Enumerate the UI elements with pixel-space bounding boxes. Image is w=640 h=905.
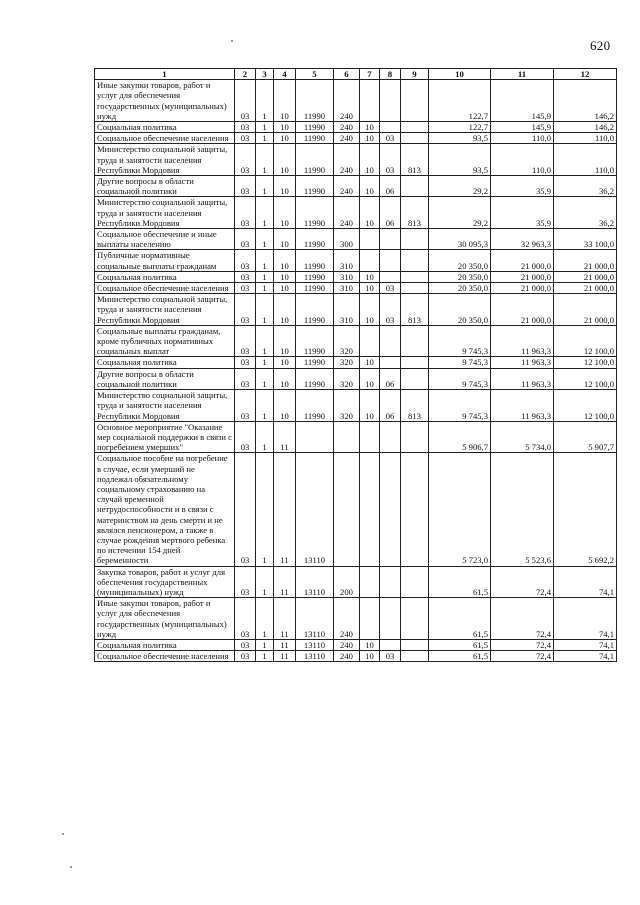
cell-code-col2: 03 [235,197,256,229]
cell-code-col3: 1 [256,421,274,453]
cell-ministry-code [401,250,429,271]
cell-expense-type: 240 [334,133,360,144]
cell-amount-col12: 33 100,0 [554,229,617,250]
column-header-8: 8 [380,69,401,80]
cell-row-name: Иные закупки товаров, работ и услуг для обеспечения государственных (муниципальных) нужд [95,80,235,122]
cell-code-col4: 11 [274,421,296,453]
cell-code-col4: 10 [274,250,296,271]
cell-code-col4: 10 [274,144,296,176]
cell-subsection [380,229,401,250]
cell-code-col3: 1 [256,250,274,271]
cell-target-article: 11990 [296,122,334,133]
table-row [95,421,617,453]
cell-target-article: 11990 [296,80,334,122]
cell-amount-col12: 74,1 [554,566,617,598]
cell-row-name: Социальное обеспечение населения [95,283,235,294]
cell-amount-col12: 74,1 [554,598,617,640]
cell-amount-col12: 110,0 [554,133,617,144]
cell-ministry-code [401,639,429,650]
cell-section [360,250,380,271]
cell-amount-col10: 20 350,0 [429,250,491,271]
cell-amount-col11: 21 000,0 [491,283,554,294]
cell-expense-type [334,453,360,566]
cell-subsection [380,453,401,566]
cell-target-article [296,421,334,453]
cell-amount-col12: 5 692,2 [554,453,617,566]
table-row [95,651,617,662]
cell-subsection [380,357,401,368]
cell-target-article: 11990 [296,283,334,294]
cell-ministry-code [401,176,429,197]
cell-amount-col12: 12 100,0 [554,390,617,422]
cell-amount-col10: 5 906,7 [429,421,491,453]
cell-expense-type: 240 [334,651,360,662]
table-row [95,176,617,197]
column-header-11: 11 [491,69,554,80]
cell-target-article: 11990 [296,325,334,357]
table-row [95,144,617,176]
cell-code-col4: 11 [274,566,296,598]
cell-amount-col11: 5 734,0 [491,421,554,453]
cell-amount-col12: 74,1 [554,651,617,662]
cell-section [360,453,380,566]
cell-row-name: Социальное обеспечение населения [95,133,235,144]
cell-code-col3: 1 [256,271,274,282]
cell-section [360,80,380,122]
cell-code-col4: 10 [274,80,296,122]
cell-amount-col10: 122,7 [429,122,491,133]
cell-subsection [380,80,401,122]
cell-expense-type: 200 [334,566,360,598]
cell-ministry-code [401,421,429,453]
cell-code-col3: 1 [256,325,274,357]
cell-section: 10 [360,271,380,282]
cell-target-article: 13110 [296,639,334,650]
cell-code-col2: 03 [235,271,256,282]
table-row [95,250,617,271]
cell-code-col3: 1 [256,598,274,640]
cell-amount-col10: 61,5 [429,639,491,650]
cell-ministry-code [401,453,429,566]
cell-target-article: 13110 [296,566,334,598]
cell-amount-col11: 145,9 [491,80,554,122]
cell-section [360,566,380,598]
cell-code-col3: 1 [256,357,274,368]
cell-amount-col10: 29,2 [429,176,491,197]
cell-code-col2: 03 [235,122,256,133]
cell-amount-col10: 30 095,3 [429,229,491,250]
budget-table [94,68,617,662]
cell-amount-col11: 72,4 [491,566,554,598]
cell-expense-type: 240 [334,176,360,197]
cell-ministry-code [401,357,429,368]
cell-expense-type: 310 [334,271,360,282]
cell-ministry-code [401,122,429,133]
cell-amount-col11: 21 000,0 [491,250,554,271]
table-row [95,598,617,640]
column-header-12: 12 [554,69,617,80]
cell-amount-col10: 61,5 [429,598,491,640]
cell-amount-col10: 5 723,0 [429,453,491,566]
cell-amount-col11: 32 963,3 [491,229,554,250]
column-header-2: 2 [235,69,256,80]
cell-ministry-code [401,651,429,662]
cell-amount-col12: 12 100,0 [554,325,617,357]
cell-row-name: Иные закупки товаров, работ и услуг для обеспечения государственных (муниципальных) нужд [95,598,235,640]
cell-code-col4: 10 [274,197,296,229]
cell-amount-col12: 21 000,0 [554,294,617,326]
cell-amount-col12: 146,2 [554,80,617,122]
cell-code-col3: 1 [256,639,274,650]
cell-amount-col10: 61,5 [429,566,491,598]
cell-expense-type: 320 [334,357,360,368]
cell-code-col2: 03 [235,283,256,294]
cell-row-name: Министерство социальной защиты, труда и занятости населения Республики Мордовия [95,294,235,326]
cell-subsection: 06 [380,368,401,389]
table-row [95,325,617,357]
table-body [95,80,617,662]
cell-amount-col10: 93,5 [429,144,491,176]
cell-amount-col10: 9 745,3 [429,390,491,422]
cell-row-name: Министерство социальной защиты, труда и занятости населения Республики Мордовия [95,390,235,422]
cell-amount-col10: 20 350,0 [429,294,491,326]
page-number: 620 [590,38,611,53]
cell-section: 10 [360,144,380,176]
cell-code-col2: 03 [235,651,256,662]
cell-row-name: Социальная политика [95,357,235,368]
cell-amount-col12: 21 000,0 [554,283,617,294]
table-row [95,133,617,144]
cell-expense-type: 310 [334,294,360,326]
cell-target-article: 11990 [296,390,334,422]
cell-code-col3: 1 [256,283,274,294]
cell-ministry-code [401,368,429,389]
cell-section: 10 [360,294,380,326]
cell-code-col3: 1 [256,390,274,422]
cell-code-col2: 03 [235,368,256,389]
cell-subsection: 06 [380,390,401,422]
cell-code-col3: 1 [256,133,274,144]
cell-amount-col11: 72,4 [491,639,554,650]
table-row [95,368,617,389]
cell-code-col4: 11 [274,651,296,662]
cell-row-name: Социальное пособие на погребение в случае, если умерший не подлежал обязательному социальному страхованию на случай временной нетрудоспособности и в связи с материнством на день смерти и не являлся пенсионером, а также в случае рождения мертвого ребенка по истечении 154 дней беременности [95,453,235,566]
cell-row-name: Основное мероприятие "Оказание мер социальной поддержки в связи с погребением умерших" [95,421,235,453]
cell-code-col2: 03 [235,598,256,640]
cell-ministry-code [401,133,429,144]
cell-subsection: 06 [380,197,401,229]
column-header-7: 7 [360,69,380,80]
cell-code-col3: 1 [256,453,274,566]
cell-amount-col12: 74,1 [554,639,617,650]
cell-subsection [380,325,401,357]
cell-section: 10 [360,176,380,197]
cell-amount-col11: 110,0 [491,133,554,144]
cell-subsection: 03 [380,283,401,294]
table-row [95,453,617,566]
cell-code-col2: 03 [235,357,256,368]
cell-code-col2: 03 [235,639,256,650]
cell-code-col4: 10 [274,294,296,326]
cell-expense-type: 300 [334,229,360,250]
scan-speck [62,833,64,835]
table-row [95,390,617,422]
table-row [95,283,617,294]
cell-target-article: 11990 [296,250,334,271]
cell-code-col3: 1 [256,651,274,662]
scan-speck [70,866,72,868]
cell-expense-type: 320 [334,325,360,357]
column-header-10: 10 [429,69,491,80]
cell-code-col3: 1 [256,176,274,197]
cell-amount-col10: 9 745,3 [429,368,491,389]
cell-amount-col12: 21 000,0 [554,271,617,282]
cell-subsection: 03 [380,144,401,176]
cell-amount-col11: 21 000,0 [491,271,554,282]
header-row [95,69,617,80]
cell-target-article: 11990 [296,294,334,326]
cell-amount-col12: 36,2 [554,176,617,197]
cell-code-col3: 1 [256,294,274,326]
cell-target-article: 11990 [296,144,334,176]
cell-code-col3: 1 [256,144,274,176]
cell-expense-type: 240 [334,197,360,229]
cell-code-col2: 03 [235,80,256,122]
cell-code-col3: 1 [256,368,274,389]
column-header-6: 6 [334,69,360,80]
cell-target-article: 13110 [296,598,334,640]
cell-amount-col10: 29,2 [429,197,491,229]
cell-section: 10 [360,368,380,389]
cell-code-col4: 10 [274,283,296,294]
cell-amount-col12: 12 100,0 [554,357,617,368]
cell-code-col3: 1 [256,197,274,229]
cell-target-article: 11990 [296,197,334,229]
cell-amount-col10: 122,7 [429,80,491,122]
cell-amount-col11: 72,4 [491,651,554,662]
cell-amount-col11: 72,4 [491,598,554,640]
column-header-1: 1 [95,69,235,80]
cell-expense-type: 310 [334,283,360,294]
table-row [95,294,617,326]
cell-expense-type: 240 [334,598,360,640]
scan-speck [231,40,233,42]
cell-ministry-code [401,325,429,357]
cell-code-col3: 1 [256,122,274,133]
cell-target-article: 11990 [296,176,334,197]
column-header-3: 3 [256,69,274,80]
cell-section: 10 [360,639,380,650]
cell-ministry-code [401,598,429,640]
cell-code-col2: 03 [235,566,256,598]
cell-subsection [380,566,401,598]
cell-code-col4: 11 [274,453,296,566]
table-row [95,271,617,282]
cell-row-name: Социальное обеспечение и иные выплаты населению [95,229,235,250]
cell-target-article: 11990 [296,368,334,389]
cell-target-article: 11990 [296,357,334,368]
cell-amount-col11: 5 523,6 [491,453,554,566]
table-row [95,197,617,229]
cell-code-col4: 10 [274,390,296,422]
cell-code-col2: 03 [235,421,256,453]
cell-expense-type: 240 [334,80,360,122]
cell-section: 10 [360,197,380,229]
cell-code-col2: 03 [235,229,256,250]
cell-target-article: 13110 [296,651,334,662]
column-header-4: 4 [274,69,296,80]
table-row [95,80,617,122]
cell-expense-type: 240 [334,122,360,133]
cell-row-name: Публичные нормативные социальные выплаты гражданам [95,250,235,271]
cell-section: 10 [360,283,380,294]
cell-amount-col12: 12 100,0 [554,368,617,389]
cell-row-name: Закупка товаров, работ и услуг для обеспечения государственных (муниципальных) нужд [95,566,235,598]
cell-subsection: 03 [380,133,401,144]
cell-subsection [380,271,401,282]
cell-code-col2: 03 [235,176,256,197]
cell-row-name: Министерство социальной защиты, труда и занятости населения Республики Мордовия [95,144,235,176]
cell-section: 10 [360,133,380,144]
cell-amount-col11: 110,0 [491,144,554,176]
cell-ministry-code [401,229,429,250]
cell-code-col2: 03 [235,390,256,422]
cell-amount-col12: 21 000,0 [554,250,617,271]
cell-code-col2: 03 [235,250,256,271]
cell-code-col2: 03 [235,144,256,176]
cell-amount-col10: 20 350,0 [429,283,491,294]
cell-code-col4: 10 [274,271,296,282]
cell-code-col3: 1 [256,566,274,598]
table-row [95,229,617,250]
table-row [95,639,617,650]
cell-amount-col11: 11 963,3 [491,325,554,357]
table-row [95,566,617,598]
table-row [95,357,617,368]
cell-subsection [380,250,401,271]
cell-expense-type: 320 [334,368,360,389]
cell-row-name: Социальная политика [95,271,235,282]
cell-target-article: 11990 [296,133,334,144]
cell-amount-col11: 35,9 [491,197,554,229]
cell-ministry-code [401,283,429,294]
cell-amount-col11: 21 000,0 [491,294,554,326]
cell-code-col4: 10 [274,368,296,389]
table-row [95,122,617,133]
cell-section [360,421,380,453]
cell-code-col4: 11 [274,639,296,650]
cell-row-name: Другие вопросы в области социальной политики [95,176,235,197]
cell-subsection [380,122,401,133]
cell-row-name: Социальная политика [95,639,235,650]
cell-ministry-code [401,80,429,122]
cell-section: 10 [360,122,380,133]
cell-row-name: Министерство социальной защиты, труда и занятости населения Республики Мордовия [95,197,235,229]
cell-code-col2: 03 [235,325,256,357]
cell-expense-type [334,421,360,453]
cell-subsection: 03 [380,294,401,326]
cell-ministry-code [401,271,429,282]
cell-amount-col11: 11 963,3 [491,357,554,368]
cell-ministry-code: 813 [401,144,429,176]
cell-code-col4: 10 [274,133,296,144]
cell-amount-col11: 11 963,3 [491,368,554,389]
cell-amount-col10: 9 745,3 [429,357,491,368]
cell-target-article: 11990 [296,229,334,250]
cell-row-name: Социальная политика [95,122,235,133]
cell-amount-col12: 5 907,7 [554,421,617,453]
cell-amount-col10: 93,5 [429,133,491,144]
cell-code-col2: 03 [235,133,256,144]
cell-amount-col10: 9 745,3 [429,325,491,357]
cell-expense-type: 320 [334,390,360,422]
cell-amount-col11: 145,9 [491,122,554,133]
cell-section: 10 [360,651,380,662]
cell-row-name: Социальное обеспечение населения [95,651,235,662]
cell-code-col3: 1 [256,80,274,122]
cell-expense-type: 240 [334,639,360,650]
cell-code-col2: 03 [235,294,256,326]
cell-subsection [380,598,401,640]
cell-amount-col10: 61,5 [429,651,491,662]
column-header-5: 5 [296,69,334,80]
cell-target-article: 13110 [296,453,334,566]
cell-section [360,598,380,640]
cell-subsection [380,421,401,453]
cell-section [360,325,380,357]
cell-ministry-code: 813 [401,390,429,422]
cell-expense-type: 240 [334,144,360,176]
cell-ministry-code [401,566,429,598]
cell-code-col2: 03 [235,453,256,566]
cell-expense-type: 310 [334,250,360,271]
cell-ministry-code: 813 [401,197,429,229]
cell-subsection: 06 [380,176,401,197]
cell-amount-col12: 36,2 [554,197,617,229]
cell-amount-col12: 146,2 [554,122,617,133]
cell-section: 10 [360,357,380,368]
cell-amount-col10: 20 350,0 [429,271,491,282]
cell-subsection: 03 [380,651,401,662]
cell-code-col4: 10 [274,325,296,357]
cell-amount-col11: 35,9 [491,176,554,197]
column-header-9: 9 [401,69,429,80]
cell-amount-col12: 110,0 [554,144,617,176]
cell-code-col4: 10 [274,176,296,197]
cell-code-col4: 10 [274,357,296,368]
cell-ministry-code: 813 [401,294,429,326]
cell-section: 10 [360,390,380,422]
cell-row-name: Другие вопросы в области социальной политики [95,368,235,389]
cell-code-col4: 10 [274,122,296,133]
cell-code-col3: 1 [256,229,274,250]
cell-target-article: 11990 [296,271,334,282]
cell-code-col4: 11 [274,598,296,640]
cell-section [360,229,380,250]
cell-code-col4: 10 [274,229,296,250]
cell-subsection [380,639,401,650]
cell-row-name: Социальные выплаты гражданам, кроме публичных нормативных социальных выплат [95,325,235,357]
cell-amount-col11: 11 963,3 [491,390,554,422]
